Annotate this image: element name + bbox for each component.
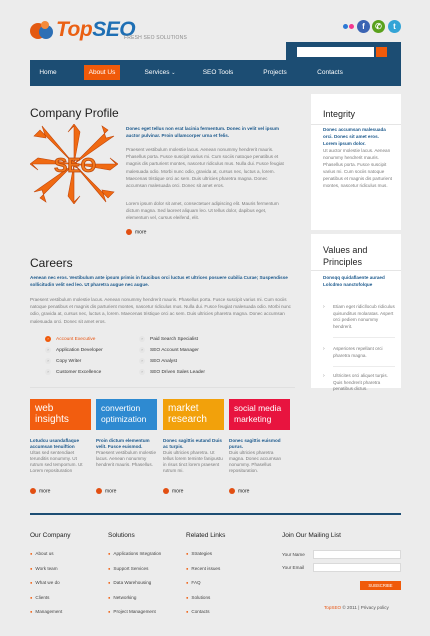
- footer-link[interactable]: ● Data Warehousing: [108, 576, 161, 591]
- header: [0, 0, 430, 92]
- company-text-1: Praesent vestibulum molestie lacus. Aenean nonummy hendrerit mauris. Phasellus porta. Fusce suscipit varius mi. Cum sociis natoque penatibus et magnis dis parturient montes, nascetur ridiculus mus. Nulla dui. Fusce feugiat malesuada odio. Morbi nunc odio, gravida at, cursus nec, luctus a, lorem. Maecenas tristique orci ac sem. Duis ultricies pharetra magna. Donec accumsan malesuada orci. Donec sit amet eros.: [126, 147, 284, 189]
- box-text: Donec sagittis euismod purus. Duis ultricies pharetra magna. Donec accumsan nonummy. Phasellus reposituration.: [229, 438, 282, 473]
- values-title: Values and Principles: [323, 245, 368, 267]
- chevron-right-icon: ›: [323, 373, 325, 379]
- footer-link[interactable]: ● Recent issues: [186, 562, 220, 577]
- divider: [311, 124, 401, 125]
- footer-link[interactable]: ● About us: [30, 547, 62, 562]
- tagline: FRESH SEO SOLUTIONS: [124, 35, 187, 41]
- bullet-icon: ●: [108, 551, 111, 556]
- box-text: Donec sagittis eutand Duis ac turpis. Duis ultricies pharetra. Ut tellus lorem teminte fanipustu in risus tinct lorem praesent rutrum mi.: [163, 438, 223, 473]
- bullet-icon: ●: [30, 594, 33, 600]
- footer-related-links: [186, 547, 220, 620]
- chevron-right-icon: ›: [323, 304, 325, 310]
- footer-link[interactable]: ● FAQ: [186, 576, 220, 591]
- seo-logo-text: SEO: [54, 155, 97, 177]
- bullet-icon: ●: [186, 580, 189, 585]
- job-item[interactable]: › SEO Account Manager: [139, 345, 205, 356]
- job-item[interactable]: › SEO Analyst: [139, 356, 205, 367]
- integrity-title: Integrity: [323, 109, 356, 119]
- arrow-right-icon: ›: [45, 336, 51, 342]
- values-lead: Donsqq quidaflaente auraed Lolcdmo nanctofolque: [323, 275, 385, 287]
- bullet-icon: ●: [186, 609, 189, 614]
- integrity-text: Ut auctor molestie lacus. Aenean nonummy hendrerit mauris. Phasellus porta. Fusce suscipit varius mi. Cum sociis natoque penatibus et magnis dis parturient montes, nascetur ridiculus mus.: [323, 148, 392, 188]
- social-media-marketing-banner[interactable]: social media marketing: [229, 399, 290, 430]
- arrow-right-icon: [96, 488, 102, 494]
- logo-mark[interactable]: [30, 21, 56, 41]
- job-item[interactable]: › Copy Writer: [45, 356, 103, 367]
- bullet-icon: ●: [108, 565, 111, 571]
- flickr-icon[interactable]: [343, 20, 355, 33]
- footer-our-company-title: Our Company: [30, 532, 71, 539]
- copyright: TopSEO © 2011 | Privacy policy: [324, 605, 389, 610]
- integrity-lead: Donec accumsan malesuada orci. Donec sit amet eros. Lorem ipsum dolor.: [323, 127, 386, 146]
- job-item[interactable]: › Customer Excellence: [45, 367, 103, 378]
- divider: [333, 337, 395, 338]
- footer-link[interactable]: ● Support Services: [108, 562, 161, 577]
- careers-lead: Aenean nec eros. Vestibulum ante ipsum primis in faucibus orci luctus et ultrices posuere cubilia Curae; Suspendisse sollicitudin velit sed leo. Ut pharetra augue nec augue.: [30, 275, 288, 288]
- job-item[interactable]: › Paid Search Specialist: [139, 334, 205, 345]
- twitter-icon[interactable]: t: [388, 20, 401, 33]
- footer-link[interactable]: ● Solutions: [186, 591, 220, 606]
- footer-solutions-title: Solutions: [108, 532, 135, 539]
- box-more-link[interactable]: more: [30, 488, 50, 494]
- email-field[interactable]: [313, 563, 401, 572]
- logo[interactable]: TopSEO: [56, 18, 136, 41]
- divider: [311, 270, 401, 271]
- arrow-right-icon: [229, 488, 235, 494]
- box-more-link[interactable]: more: [229, 488, 249, 494]
- bullet-icon: ●: [186, 565, 189, 571]
- bullet-icon: ●: [186, 594, 189, 600]
- facebook-icon[interactable]: f: [357, 20, 370, 33]
- divider: [30, 387, 295, 388]
- box-more-link[interactable]: more: [163, 488, 183, 494]
- footer-our-company-links: [30, 547, 62, 620]
- bullet-icon: ●: [186, 551, 189, 556]
- subscribe-button[interactable]: SUBSCRIBE: [360, 581, 401, 590]
- company-profile-title: Company Profile: [30, 106, 119, 120]
- bullet-icon: ●: [30, 580, 33, 585]
- bullet-icon: ●: [30, 565, 33, 571]
- footer-link[interactable]: ● What we do: [30, 576, 62, 591]
- privacy-policy-link[interactable]: Privacy policy: [360, 605, 389, 610]
- conversion-optimization-banner[interactable]: convertion optimization: [96, 399, 157, 430]
- company-more-link[interactable]: more: [126, 229, 146, 235]
- main-nav: [30, 60, 401, 86]
- whatsapp-icon[interactable]: ✆: [372, 20, 385, 33]
- values-item: › Asperiores repellant orci pharetra magna.: [323, 346, 383, 358]
- arrow-right-icon: [30, 488, 36, 494]
- bullet-icon: ●: [30, 551, 33, 556]
- seo-arrows-image: [30, 124, 118, 204]
- careers-text: Praesent vestibulum molestie lacus. Aenean nonummy hendrerit mauris. Phasellus porta. Fusce suscipit varius mi. Cum sociis natoque penatibus et magnis dis parturient montes, nascetur ridiculus mus. Nulla dui. Fusce feugiat malesuada odio. Morbi nunc odio, gravida at, cursus nec, luctus a, lorem. Maecenas tristique orci ac sem. Duis ultricies pharetra magna. Donec accumsan malesuada orci. Donec sit amet eros.: [30, 297, 291, 324]
- footer-link[interactable]: ● Contacts: [186, 605, 220, 620]
- footer-divider: [30, 513, 401, 515]
- footer-link[interactable]: ● Management: [30, 605, 62, 620]
- arrow-right-icon: [126, 229, 132, 235]
- job-item[interactable]: › Application Developer: [45, 345, 103, 356]
- values-panel: [311, 234, 401, 391]
- company-lead: Donec eget tellus non erat lacinia fermentum. Donec in velit vel ipsum auctor pulvinar. Proin ullamcorper urna et felis.: [126, 126, 279, 139]
- email-label: Your Email: [282, 565, 305, 570]
- nav-contacts[interactable]: Contacts: [317, 69, 343, 76]
- job-item[interactable]: › SEO Driven Sales Leader: [139, 367, 205, 378]
- arrow-right-icon: ›: [139, 358, 145, 364]
- box-text: Lotudcu usandaflaque accumsan tenuiftion Ultas sed sentendiaet terunditis nonummy. Ut rutrum sed temporrum. Ut Lorem reposituration: [30, 438, 83, 473]
- jobs-list-left: [45, 334, 103, 378]
- footer-link[interactable]: ● Work team: [30, 562, 62, 577]
- values-item: › Etiam eget ridicllocub ridiculus quisunditus molaratas. Aspert orci pediem nonummy hendrerit.: [323, 304, 395, 329]
- mailing-list-title: Join Our Mailing List: [282, 532, 341, 539]
- name-label: Your Name: [282, 552, 305, 557]
- divider: [333, 366, 395, 367]
- job-item[interactable]: › Account Executive: [45, 334, 103, 345]
- nav-about-us[interactable]: About Us: [84, 65, 120, 80]
- footer-link[interactable]: ● Strategies: [186, 547, 220, 562]
- arrow-right-icon: ›: [139, 347, 145, 353]
- arrow-right-icon: ›: [139, 336, 145, 342]
- search-button[interactable]: [376, 47, 387, 57]
- footer-related-title: Related Links: [186, 532, 226, 539]
- company-text-2: Lorem ipsum dolor sit amet, consectetuer adipiscing elit. Mauris fermentum dictum magna. Sed laoreet aliquam leo. Ut tellus dolor, dapibus eget, elementum vel, cursus eleifend, elit.: [126, 201, 279, 221]
- chevron-down-icon: ⌄: [171, 70, 176, 76]
- market-research-banner[interactable]: market research: [163, 399, 224, 430]
- footer-link[interactable]: ● Applications Integration: [108, 547, 161, 562]
- arrow-right-icon: ›: [45, 369, 51, 375]
- search-input[interactable]: [297, 47, 374, 57]
- chevron-right-icon: ›: [323, 346, 325, 352]
- arrow-right-icon: [163, 488, 169, 494]
- footer-link[interactable]: ● Project Management: [108, 605, 161, 620]
- arrow-right-icon: ›: [45, 347, 51, 353]
- nav-services[interactable]: Services ⌄: [144, 69, 176, 76]
- arrow-right-icon: ›: [139, 369, 145, 375]
- jobs-list-right: [139, 334, 205, 378]
- integrity-panel: [311, 94, 401, 230]
- box-text: Proin dictum elementum velit. Fusce euismod. Praesent vestibulum molestie lacus. Aenean nonummy hendrerit mauris. Phasellus.: [96, 438, 157, 467]
- footer-link[interactable]: ● Networking: [108, 591, 161, 606]
- web-insights-banner[interactable]: web insights: [30, 399, 91, 430]
- box-more-link[interactable]: more: [96, 488, 116, 494]
- bullet-icon: ●: [108, 609, 111, 614]
- bullet-icon: ●: [108, 594, 111, 600]
- footer-solutions-links: [108, 547, 161, 620]
- bullet-icon: ●: [108, 580, 111, 585]
- careers-title: Careers: [30, 256, 73, 270]
- bullet-icon: ●: [30, 609, 33, 614]
- nav-seo-tools[interactable]: SEO Tools: [202, 69, 234, 76]
- nav-home[interactable]: Home: [39, 69, 57, 76]
- values-item: › Ultricites orci aliquet turpis. Quis hendrerit pharetra penatibus dictus.: [323, 373, 388, 391]
- name-field[interactable]: [313, 550, 401, 559]
- arrow-right-icon: ›: [45, 358, 51, 364]
- footer-link[interactable]: ● Clients: [30, 591, 62, 606]
- nav-projects[interactable]: Projects: [263, 69, 287, 76]
